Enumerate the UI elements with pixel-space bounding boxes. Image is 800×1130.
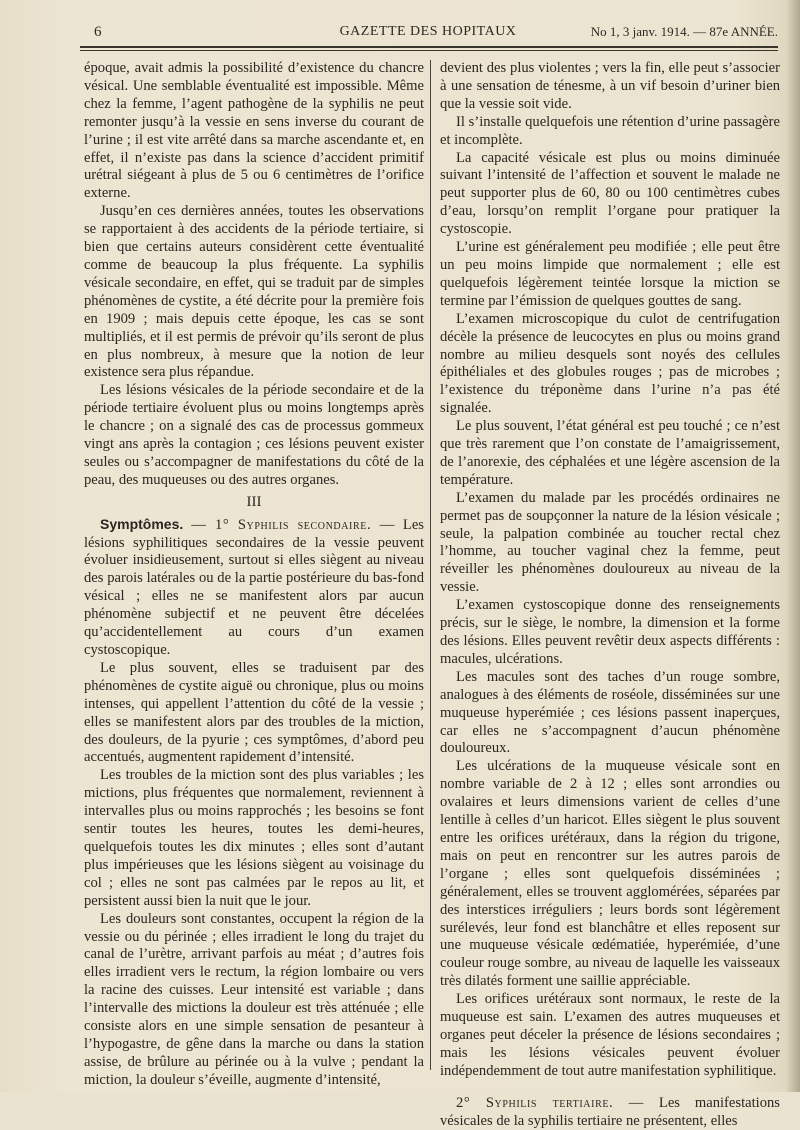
- paragraph: Les lésions vésicales de la période secondaire et de la période tertiaire évoluent plus ou moins longtemps après le chancre ; on a signalé des cas de processus gommeux vingt ans après la contagion ; ces lésions peuvent exister seules ou s’accompagner de manifestations du côté de la peau, des muqueuses ou des autres organes.: [84, 382, 424, 488]
- header-rule-thin: [80, 50, 778, 51]
- paragraph: Les troubles de la miction sont des plus variables ; les mictions, plus fréquentes que normalement, reviennent à intervalles plus ou moins rapprochés ; les besoins se font sentir toutes les heures, toutes les demi-heures, quelquefois toutes les dix minutes ; elles sont d’autant plus impérieuses que les lésions siègent au voisinage du col ; elles ne sont pas calmées par le repos au lit, et persistent aussi bien la nuit que le jour.: [84, 767, 424, 909]
- page-number: 6: [94, 24, 102, 40]
- page-header: [74, 18, 782, 44]
- paragraph-text: Les manifestations vésicales de la syphilis tertiaire ne présentent, elles: [440, 1094, 780, 1129]
- paragraph: Les douleurs sont constantes, occupent la région de la vessie ou du périnée ; elles irradient le long du trajet du canal de l’urètre, arrivant parfois au méat ; d’autres fois elles irradient vers le rectum, la région lombaire ou vers la racine des cuisses. Leur intensité est variable ; dans l’intervalle des mictions la douleur est très atténuée ; elle consiste alors en une simple sensation de pesanteur à l’hypogastre, de gêne dans la marche ou dans la station assise, de brûlure au périnée ou à la vulve ; pendant la miction, la douleur s’éveille, augmente d’intensité,: [84, 910, 424, 1088]
- paragraph: L’examen microscopique du culot de centrifugation décèle la présence de leucocytes en plus ou moins grand nombre au milieu desquels sont noyés des cellules épithéliales et des globules rouges ; pas de microbes ; l’existence du tréponème dans l’urine n’a pas été signalée.: [440, 310, 780, 417]
- paragraph: époque, avait admis la possibilité d’existence du chancre vésical. Une semblable éventualité est impossible. Même chez la femme, l’agent pathogène de la syphilis ne peut remonter jusqu’à la vessie en sens inverse du courant de l’urine ; il est vite arrêté dans sa marche ascendante et, en effet, il n’existe pas dans la science d’accident primitif urétral siégeant à plus de 5 ou 6 centimètres de l’orifice externe.: [84, 60, 424, 202]
- journal-title: GAZETTE DES HOPITAUX: [339, 24, 517, 39]
- paragraph-tertiaire: [440, 1095, 780, 1130]
- right-column: [440, 60, 780, 1130]
- paragraph: L’urine est généralement peu modifiée ; elle peut être un peu moins limpide que normalement ; elle est quelquefois légèrement teintée lorsque la miction se termine par l’émission de quelques gouttes de sang.: [440, 239, 780, 309]
- paragraph-symptomes: [84, 516, 424, 660]
- subsection-heading: 2° Syphilis tertiaire. —: [456, 1094, 644, 1111]
- section-number: III: [246, 493, 262, 510]
- spacer: [440, 1081, 780, 1095]
- paragraph: Jusqu’en ces dernières années, toutes les observations se rapportaient à des accidents de la période tertiaire, si bien que certains auteurs considèrent cette éventualité comme de beaucoup la plus fréquente. La syphilis vésicale secondaire, en effet, qui se traduit par de simples phénomènes de cystite, a été décrite pour la première fois en 1909 ; mais depuis cette époque, les cas se sont multipliés, et il est permis de prévoir qu’ils seront de plus en plus nombreux, à mesure que la notion de leur existence sera plus répandue.: [84, 203, 424, 381]
- paragraph: Les ulcérations de la muqueuse vésicale sont en nombre variable de 2 à 12 ; elles sont arrondies ou ovalaires et leurs dimensions varient de celles d’une lentille à celles d’un haricot. Elles siègent le plus souvent entre les orifices urétéraux, dans la région du trigone, mais on peut en rencontrer sur les autres parois de l’organe ; elles sont quelquefois disséminées ; généralement, elles se trouvent agglomérées, séparées par des interstices irréguliers ; leurs bords sont légèrement surélevés, leur fond est blanchâtre et elles reposent sur une muqueuse vésicale œdématiée, hyperémiée, d’une couleur rouge sombre, au niveau de laquelle les vaisseaux très dilatés forment une saillie appréciable.: [440, 758, 780, 990]
- subsection-heading: — 1° Syphilis secondaire. —: [191, 516, 395, 533]
- issue-info: No 1, 3 janv. 1914. — 87e ANNÉE.: [590, 24, 778, 39]
- paragraph: La capacité vésicale est plus ou moins diminuée suivant l’intensité de l’affection et souvent le malade ne peut supporter plus de 60, 80 ou 100 centimètres cubes d’eau, lorsqu’on remplit l’organe pour pratiquer la cystoscopie.: [440, 149, 780, 238]
- header-rule: [80, 46, 778, 48]
- paragraph: Les macules sont des taches d’un rouge sombre, analogues à des éléments de roséole, disséminées sur une muqueuse hyperémiée ; ces lésions passent inaperçues, car elles ne s’accompagnent d’aucun phénomène douloureux.: [440, 668, 780, 757]
- paragraph: L’examen du malade par les procédés ordinaires ne permet pas de soupçonner la nature de la lésion vésicale ; seule, la palpation combinée au toucher rectal chez l’homme, au toucher vaginal chez la femme, peut réveiller les phénomènes douloureux au niveau de la vessie.: [440, 489, 780, 596]
- paragraph: Le plus souvent, elles se traduisent par des phénomènes de cystite aiguë ou chronique, plus ou moins intenses, qui appellent l’attention du côté de la vessie ; elles se manifestent alors par des troubles de la miction, des douleurs, de la pyurie ; ces symptômes, d’abord peu accentués, augmentent rapidement d’intensité.: [84, 659, 424, 766]
- page-edge-shadow: [786, 0, 800, 1092]
- paragraph: Il s’installe quelquefois une rétention d’urine passagère et incomplète.: [440, 113, 780, 148]
- left-column: [84, 60, 424, 1090]
- paragraph: Les orifices urétéraux sont normaux, le reste de la muqueuse est sain. L’examen des autres muqueuses et organes peut déceler la présence de lésions secondaires ; mais les lésions vésicales peuvent évoluer indépendemment de tout autre manifestation syphilitique.: [440, 991, 780, 1079]
- paragraph: L’examen cystoscopique donne des renseignements précis, sur le siège, le nombre, la dimension et la forme des lésions. Elles peuvent revêtir deux aspects différents : macules, ulcérations.: [440, 597, 780, 667]
- column-divider: [430, 60, 431, 1070]
- run-in-heading: Symptômes.: [100, 515, 184, 532]
- paragraph: devient des plus violentes ; vers la fin, elle peut s’associer à une sensation de ténesme, à un vif besoin d’uriner bien que la vessie soit vide.: [440, 60, 780, 112]
- paragraph-text: Les lésions syphilitiques secondaires de la vessie peuvent évoluer insidieusement, surtout si elles siègent au niveau des parois latérales ou de la partie postérieure du bas-fond vésical ; elles ne se manifestent alors par aucun phénomène subjectif et ne peuvent être décelées qu’accidentellement au cours d’un examen cystoscopique.: [84, 516, 424, 658]
- paragraph: Le plus souvent, l’état général est peu touché ; ce n’est que très rarement que l’on constate de l’amaigrissement, de l’anorexie, des céphalées et une légère ascension de la température.: [440, 418, 780, 488]
